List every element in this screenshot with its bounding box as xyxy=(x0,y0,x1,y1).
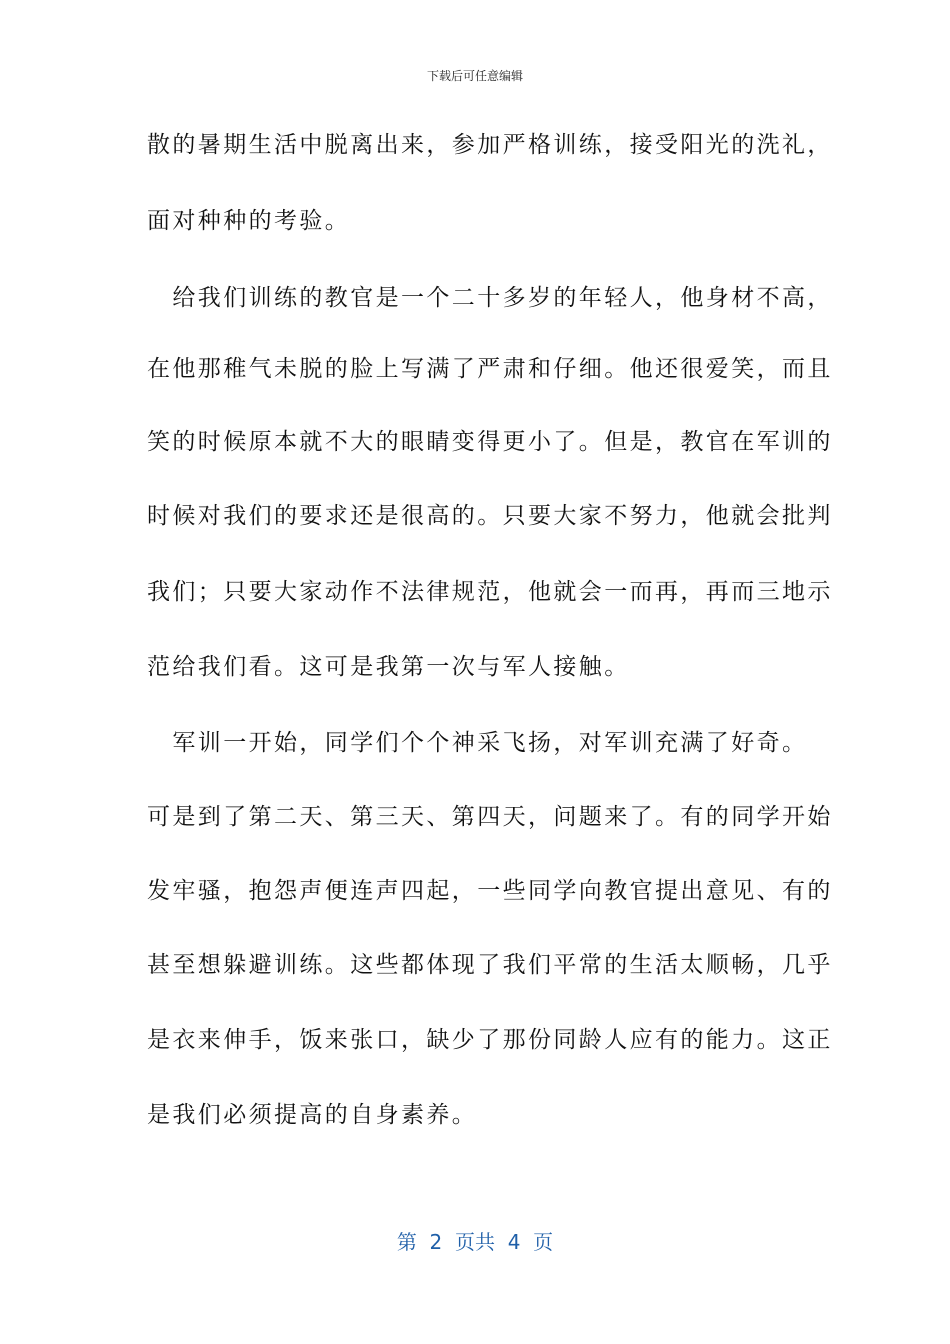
text-line: 笑的时候原本就不大的眼睛变得更小了。但是，教官在军训的 xyxy=(147,429,833,455)
text-line: 甚至想躲避训练。这些都体现了我们平常的生活太顺畅，几乎 xyxy=(147,952,833,978)
text-line: 给我们训练的教官是一个二十多岁的年轻人，他身材不高， xyxy=(147,285,833,311)
text-line: 时候对我们的要求还是很高的。只要大家不努力，他就会批判 xyxy=(147,503,833,529)
text-line: 是衣来伸手，饭来张口，缺少了那份同龄人应有的能力。这正 xyxy=(147,1027,833,1053)
text-line: 面对种种的考验。 xyxy=(147,208,351,234)
text-line: 我们；只要大家动作不法律规范，他就会一而再，再而三地示 xyxy=(147,579,833,605)
text-line: 军训一开始，同学们个个神采飞扬，对军训充满了好奇。 xyxy=(147,730,808,756)
page-header: 下载后可任意编辑 xyxy=(426,69,523,83)
text-line: 是我们必须提高的自身素养。 xyxy=(147,1102,478,1128)
text-line: 散的暑期生活中脱离出来，参加严格训练，接受阳光的洗礼， xyxy=(147,132,833,158)
text-line: 在他那稚气未脱的脸上写满了严肃和仔细。他还很爱笑，而且 xyxy=(147,356,833,382)
text-line: 范给我们看。这可是我第一次与军人接触。 xyxy=(147,654,630,680)
page-footer: 第 2 页共 4 页 xyxy=(396,1230,554,1254)
text-line: 发牢骚，抱怨声便连声四起，一些同学向教官提出意见、有的 xyxy=(147,878,833,904)
text-line: 可是到了第二天、第三天、第四天，问题来了。有的同学开始 xyxy=(147,804,833,830)
